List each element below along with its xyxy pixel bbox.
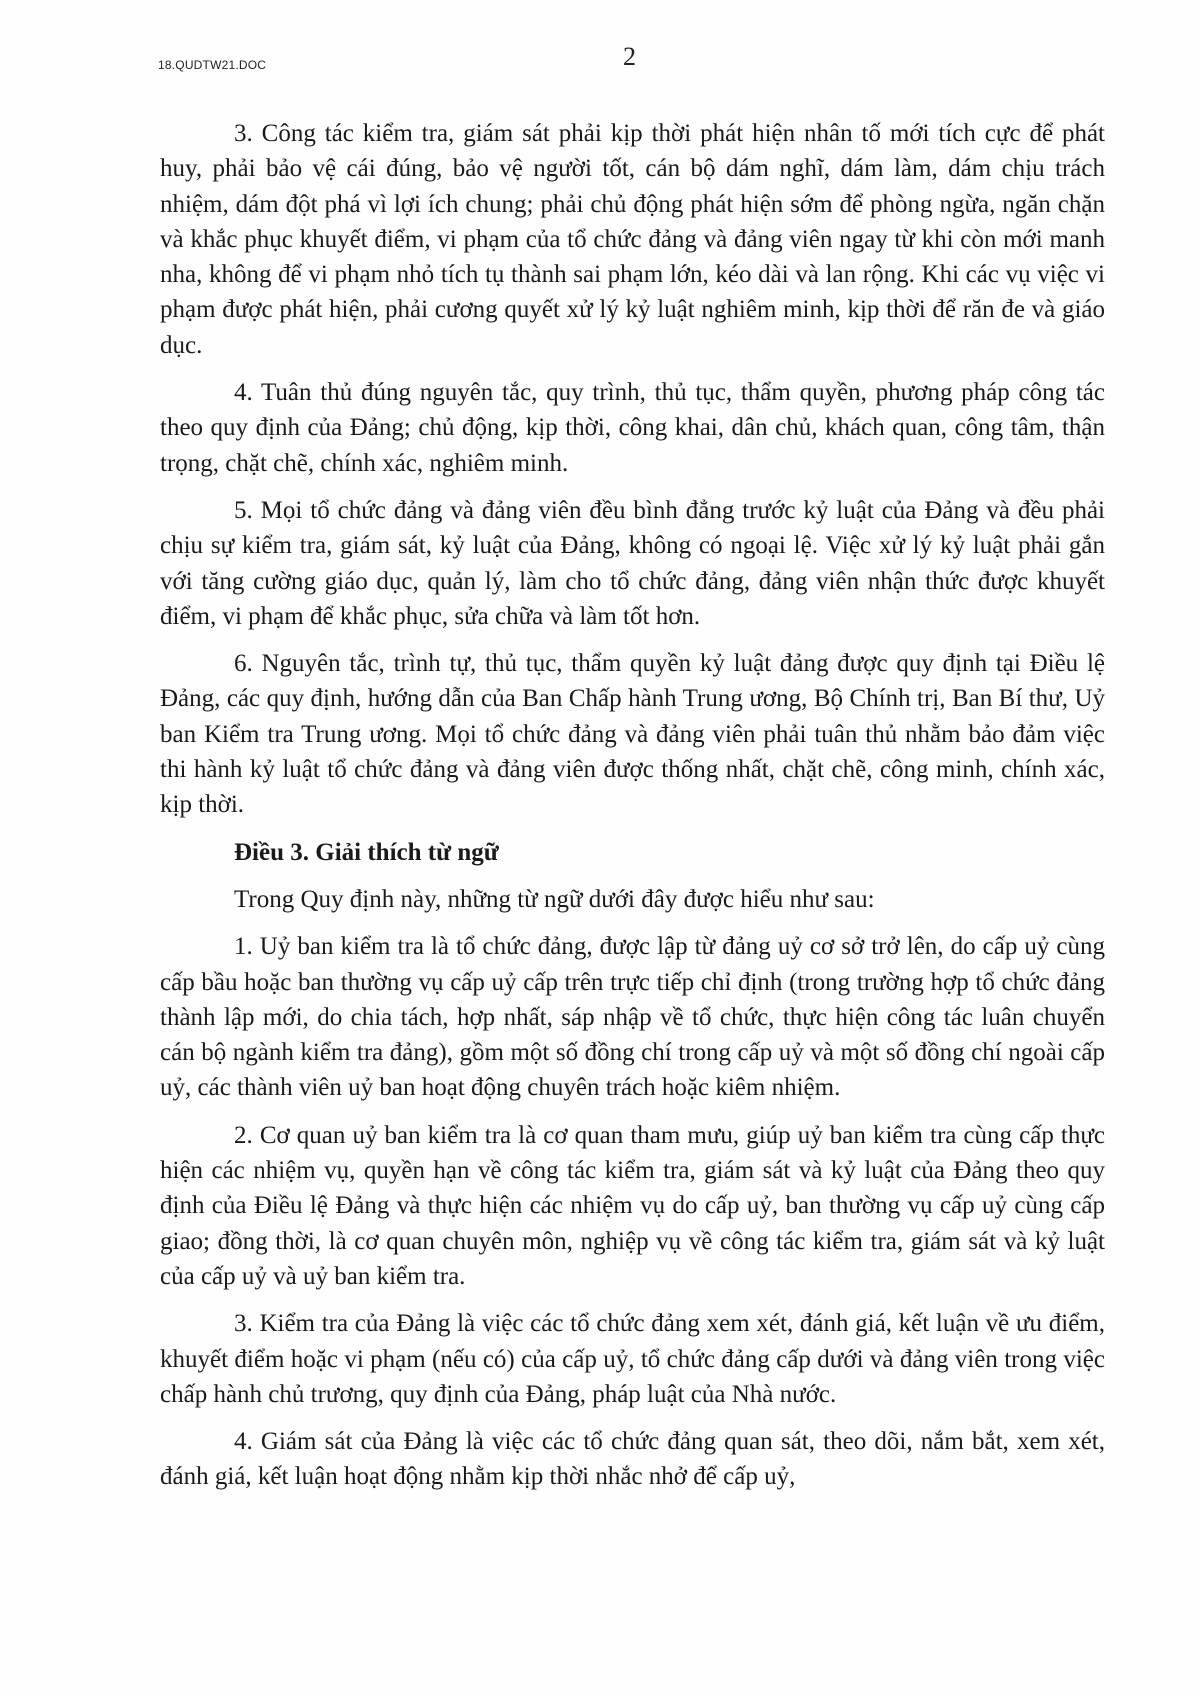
principle-paragraph-4: 4. Tuân thủ đúng nguyên tắc, quy trình, thủ tục, thẩm quyền, phương pháp công tác theo quy định của Đảng; chủ động, kịp thời, công khai, dân chủ, khách quan, công tâm, thận trọng, chặt chẽ, chính xác, nghiêm minh. xyxy=(160,379,1105,477)
definition-item-3: 3. Kiểm tra của Đảng là việc các tổ chức đảng xem xét, đánh giá, kết luận về ưu điểm, khuyết điểm hoặc vi phạm (nếu có) của cấp uỷ, tổ chức đảng cấp dưới và đảng viên trong việc chấp hành chủ trương, quy định của Đảng, pháp luật của Nhà nước. xyxy=(160,1310,1105,1408)
definition-item-2: 2. Cơ quan uỷ ban kiểm tra là cơ quan tham mưu, giúp uỷ ban kiểm tra cùng cấp thực hiện các nhiệm vụ, quyền hạn về công tác kiểm tra, giám sát và kỷ luật của Đảng theo quy định của Điều lệ Đảng và thực hiện các nhiệm vụ do cấp uỷ, ban thường vụ cấp uỷ cùng cấp giao; đồng thời, là cơ quan chuyên môn, nghiệp vụ về công tác kiểm tra, giám sát và kỷ luật của cấp uỷ và uỷ ban kiểm tra. xyxy=(160,1121,1105,1290)
document-body xyxy=(160,116,1105,1507)
definition-item-1: 1. Uỷ ban kiểm tra là tổ chức đảng, được lập từ đảng uỷ cơ sở trở lên, do cấp uỷ cùng cấp bầu hoặc ban thường vụ cấp uỷ cấp trên trực tiếp chỉ định (trong trường hợp tổ chức đảng thành lập mới, do chia tách, hợp nhất, sáp nhập về tổ chức, thực hiện công tác luân chuyển cán bộ ngành kiểm tra đảng), gồm một số đồng chí trong cấp uỷ và một số đồng chí ngoài cấp uỷ, các thành viên uỷ ban hoạt động chuyên trách hoặc kiêm nhiệm. xyxy=(160,933,1105,1102)
article-3-intro: Trong Quy định này, những từ ngữ dưới đây được hiểu như sau: xyxy=(234,885,875,913)
principle-paragraph-6: 6. Nguyên tắc, trình tự, thủ tục, thẩm quyền kỷ luật đảng được quy định tại Điều lệ Đảng, các quy định, hướng dẫn của Ban Chấp hành Trung ương, Bộ Chính trị, Ban Bí thư, Uỷ ban Kiểm tra Trung ương. Mọi tổ chức đảng và đảng viên phải tuân thủ nhằm bảo đảm việc thi hành kỷ luật tổ chức đảng và đảng viên được thống nhất, chặt chẽ, công minh, chính xác, kịp thời. xyxy=(160,650,1105,819)
principle-paragraph-3: 3. Công tác kiểm tra, giám sát phải kịp thời phát hiện nhân tố mới tích cực để phát huy, phải bảo vệ cái đúng, bảo vệ người tốt, cán bộ dám nghĩ, dám làm, dám chịu trách nhiệm, dám đột phá vì lợi ích chung; phải chủ động phát hiện sớm để phòng ngừa, ngăn chặn và khắc phục khuyết điểm, vi phạm của tổ chức đảng và đảng viên ngay từ khi còn mới manh nha, không để vi phạm nhỏ tích tụ thành sai phạm lớn, kéo dài và lan rộng. Khi các vụ việc vi phạm được phát hiện, phải cương quyết xử lý kỷ luật nghiêm minh, kịp thời để răn đe và giáo dục. xyxy=(160,120,1105,359)
page-number: 2 xyxy=(623,42,636,71)
article-3-heading: Điều 3. Giải thích từ ngữ xyxy=(234,838,499,866)
document-file-code: 18.QUDTW21.DOC xyxy=(158,58,267,72)
definition-item-4: 4. Giám sát của Đảng là việc các tổ chức đảng quan sát, theo dõi, nắm bắt, xem xét, đánh giá, kết luận hoạt động nhằm kịp thời nhắc nhở để cấp uỷ, xyxy=(160,1428,1105,1491)
principle-paragraph-5: 5. Mọi tổ chức đảng và đảng viên đều bình đẳng trước kỷ luật của Đảng và đều phải chịu sự kiểm tra, giám sát, kỷ luật của Đảng, không có ngoại lệ. Việc xử lý kỷ luật phải gắn với tăng cường giáo dục, quản lý, làm cho tổ chức đảng, đảng viên nhận thức được khuyết điểm, vi phạm để khắc phục, sửa chữa và làm tốt hơn. xyxy=(160,496,1105,630)
